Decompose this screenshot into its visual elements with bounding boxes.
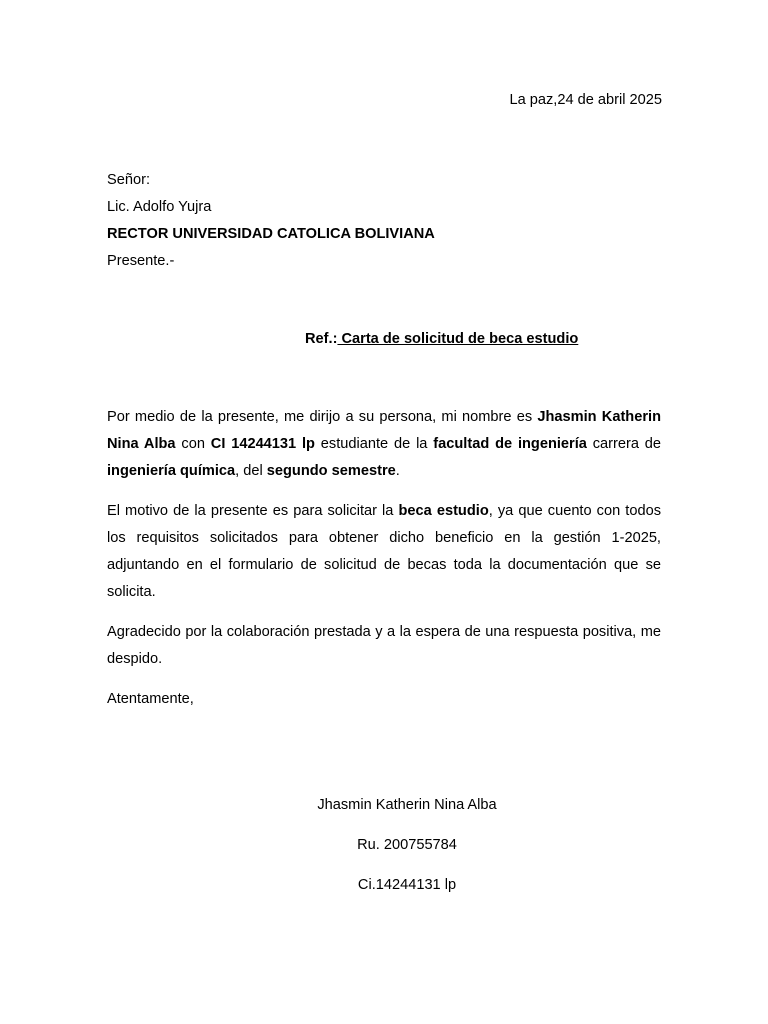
- addressee-position: RECTOR UNIVERSIDAD CATOLICA BOLIVIANA: [107, 226, 435, 242]
- student-semester: segundo semestre: [266, 463, 396, 479]
- signature-name: Jhasmin Katherin Nina Alba: [317, 797, 497, 813]
- student-name: Jhasmin Katherin Nina Alba: [107, 409, 661, 452]
- student-ci: CI 14244131 lp: [210, 436, 315, 452]
- closing-text: Atentamente,: [107, 691, 194, 707]
- p2-text-1: El motivo de la presente es para solicitar la: [107, 503, 399, 519]
- p1-text-5: , del: [235, 463, 267, 479]
- p1-text-1: Por medio de la presente, me dirijo a su persona, mi nombre es: [107, 409, 538, 425]
- paragraph-thanks: Agradecido por la colaboración prestada y a la espera de una respuesta positiva, me despido.: [107, 624, 661, 667]
- student-faculty: facultad de ingeniería: [433, 436, 587, 452]
- p1-text-3: estudiante de la: [314, 436, 434, 452]
- letter-date: La paz,24 de abril 2025: [509, 92, 662, 108]
- reference-label: Ref.:: [305, 331, 338, 347]
- reference-line: [305, 330, 578, 348]
- paragraph-motive: [107, 498, 661, 606]
- scholarship-type: beca estudio: [398, 503, 489, 519]
- addressee-presente: Presente.-: [107, 253, 175, 269]
- p1-text-2: con: [175, 436, 211, 452]
- addressee-name: Lic. Adolfo Yujra: [107, 199, 212, 215]
- p1-text-6: .: [395, 463, 400, 479]
- addressee-salutation: Señor:: [107, 172, 150, 188]
- p2-text-2: , ya que cuento con todos los requisitos solicitados para obtener dicho beneficio en la gestión 1-2025, adjuntando en el formulario de solicitud de becas toda la documentación que se solicita.: [107, 503, 661, 600]
- student-career: ingeniería química: [107, 463, 236, 479]
- reference-subject: Carta de solicitud de beca estudio: [337, 331, 579, 347]
- paragraph-introduction: [107, 404, 661, 485]
- signature-ci: Ci.14244131 lp: [357, 877, 457, 893]
- p1-text-4: carrera de: [586, 436, 662, 452]
- signature-ru: Ru. 200755784: [357, 837, 457, 853]
